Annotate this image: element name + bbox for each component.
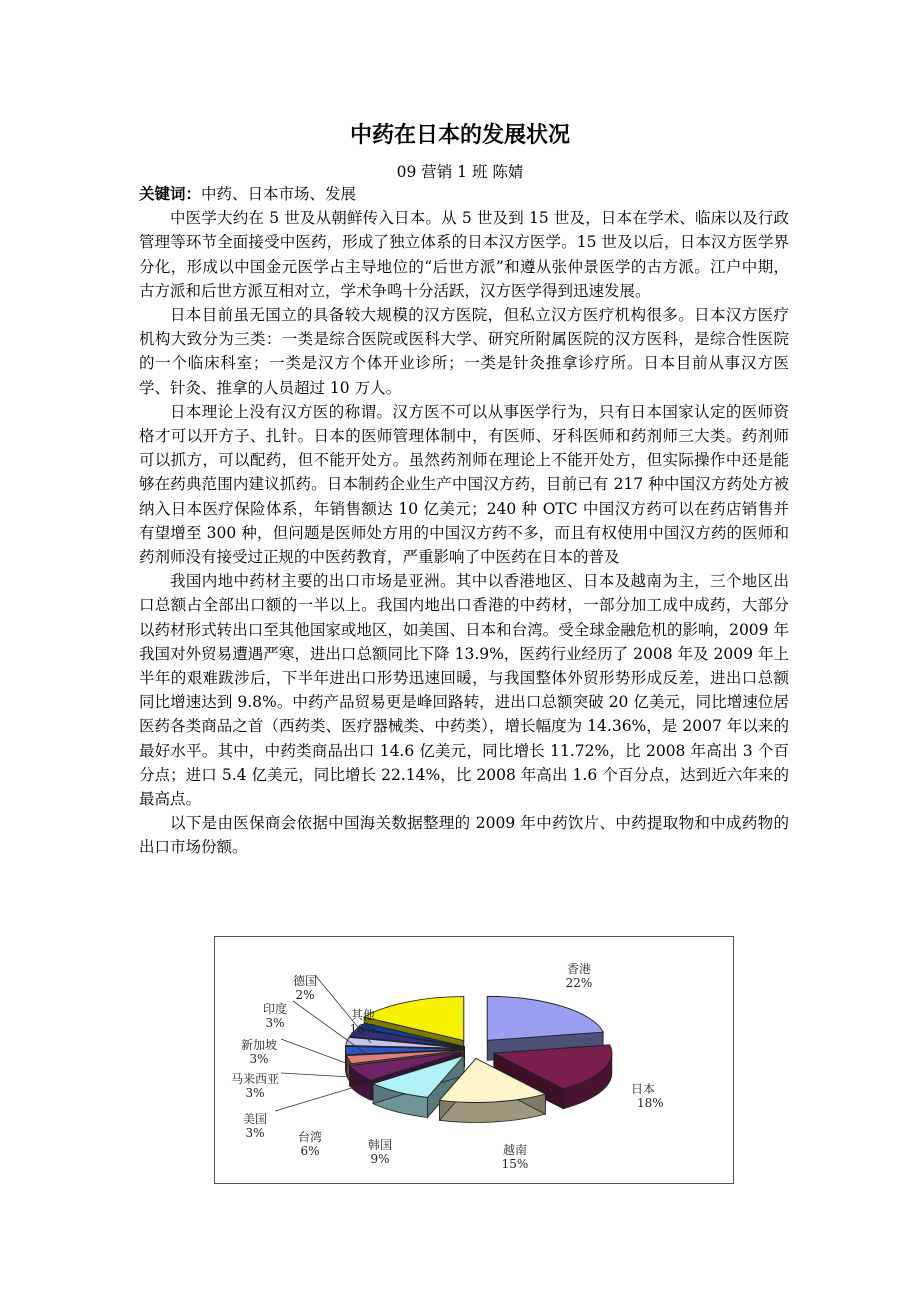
keywords-label: 关键词： (139, 184, 202, 203)
pie-label-台湾: 台湾 (297, 1130, 323, 1144)
document-body (139, 182, 789, 860)
document-title: 中药在日本的发展状况 (349, 123, 570, 148)
pie-label-美国: 美国 (242, 1112, 268, 1126)
pie-label-德国: 德国 (292, 974, 318, 988)
pie-label-新加坡: 新加坡 (240, 1038, 278, 1052)
keywords-value: 中药、日本市场、发展 (201, 185, 357, 203)
pie-label-印度: 印度 (262, 1002, 288, 1016)
pie-slice-香港 (487, 996, 603, 1040)
leader-line (281, 1039, 351, 1065)
author-line: 09 营销 1 班 陈婧 (396, 163, 524, 181)
paragraph-institutions: 日本目前虽无国立的具备较大规模的汉方医院，但私立汉方医疗机构很多。日本汉方医疗机构大致分为三类：一类是综合医院或医科大学、研究所附属医院的汉方医科，是综合性医院的一个临床科室；一类是汉方个体开业诊所；一类是针灸推拿诊疗所。日本目前从事汉方医学、针灸、推拿的人员超过 10 万人。 (139, 306, 789, 397)
paragraph-history: 中医学大约在 5 世及从朝鲜传入日本。从 5 世及到 15 世及，日本在学术、临床以及行政管理等环节全面接受中医药，形成了独立体系的日本汉方医学。15 世及以后，日本汉方医学界分化，形成以中国金元医学占主导地位的“后世方派”和遵从张仲景医学的古方派。江户中期，古方派和后世方派互相对立，学术争鸣十分活跃，汉方医学得到迅速发展。 (139, 209, 789, 300)
pie-value-新加坡: 3% (249, 1052, 269, 1066)
pie-value-美国: 3% (245, 1126, 265, 1140)
pie-value-其他: 16% (349, 1022, 377, 1036)
pie-value-韩国: 9% (370, 1152, 390, 1166)
pie-chart-svg (215, 937, 732, 1182)
pie-label-日本: 日本 (631, 1082, 656, 1096)
paragraph-chart-intro: 以下是由医保商会依据中国海关数据整理的 2009 年中药饮片、中药提取物和中成药物的出口市场份额。 (139, 814, 789, 857)
pie-value-马来西亚: 3% (245, 1086, 265, 1100)
pie-top-faces (345, 996, 611, 1102)
leader-line (275, 1087, 355, 1111)
pie-value-日本: 18% (637, 1096, 664, 1110)
paragraph-export-market: 我国内地中药材主要的出口市场是亚洲。其中以香港地区、日本及越南为主，三个地区出口总额占全部出口额的一半以上。我国内地出口香港的中药材，一部分加工成中成药，大部分以药材形式转出口至其他国家或地区，如美国、日本和台湾。受全球金融危机的影响，2009 年我国对外贸易遭遇严寒，进出口总额同比下降 13.9%，医药行业经历了 2008 年及 2009 年上半年的艰难跋涉后，下半年进出口形势迅速回暖，与我国整体外贸形势形成反差，进出口总额同比增速达到 9.8%。中药产品贸易更是峰回路转，进出口总额突破 20 亿美元，同比增速位居医药各类商品之首（西药类、医疗器械类、中药类），增长幅度为 14.36%，是 2007 年以来的最好水平。其中，中药类商品出口 14.6 亿美元，同比增长 11.72%，比 2008 年高出 3 个百分点；进口 5.4 亿美元，同比增长 22.14%，比 2008 年高出 1.6 个百分点，达到近六年来的最高点。 (139, 572, 789, 809)
pie-label-其他: 其他 (350, 1008, 376, 1022)
pie-label-香港: 香港 (566, 962, 592, 976)
paragraph-regulation: 日本理论上没有汉方医的称谓。汉方医不可以从事医学行为，只有日本国家认定的医师资格才可以开方子、扎针。日本的医师管理体制中，有医师、牙科医师和药剂师三大类。药剂师可以抓方，可以配药，但不能开处方。虽然药剂师在理论上不能开处方，但实际操作中还是能够在药典范围内建议抓药。日本制药企业生产中国汉方药，目前已有 217 种中国汉方药处方被纳入日本医疗保险体系，年销售额达 10 亿美元；240 种 OTC 中国汉方药可以在药店销售并有望增至 300 种，但问题是医师处方用的中国汉方药不多，而且有权使用中国汉方药的医师和药剂师没有接受过正规的中医药教育，严重影响了中医药在日本的普及 (139, 402, 789, 567)
pie-label-韩国: 韩国 (367, 1138, 393, 1152)
pie-value-德国: 2% (295, 988, 315, 1002)
export-share-pie-chart (214, 936, 734, 1184)
pie-value-香港: 22% (565, 976, 593, 990)
leader-line (281, 1073, 351, 1077)
pie-label-马来西亚: 马来西亚 (230, 1072, 280, 1086)
pie-value-印度: 3% (265, 1016, 285, 1030)
pie-value-越南: 15% (501, 1157, 529, 1171)
keywords-line (139, 182, 789, 206)
pie-label-越南: 越南 (502, 1143, 528, 1157)
pie-value-台湾: 6% (300, 1144, 320, 1158)
